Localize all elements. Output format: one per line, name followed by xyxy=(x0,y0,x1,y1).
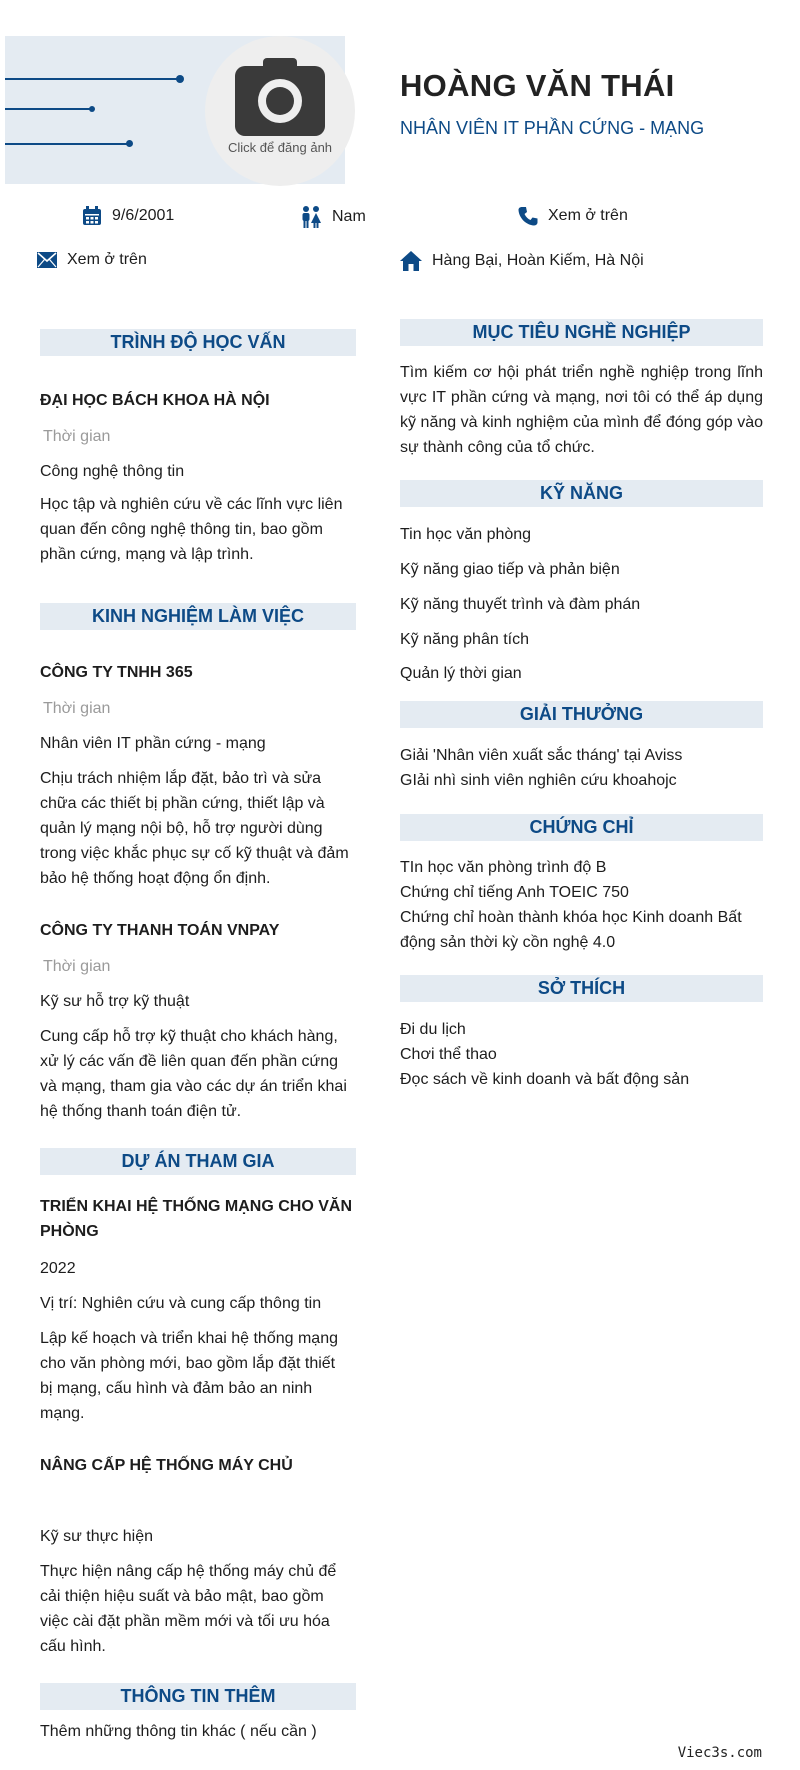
job-title: NHÂN VIÊN IT PHẦN CỨNG - MẠNG xyxy=(400,118,705,138)
experience-company: CÔNG TY TNHH 365 xyxy=(40,664,193,681)
skill-item: Kỹ năng phân tích xyxy=(400,631,529,648)
gender-info xyxy=(300,206,366,228)
address-info xyxy=(400,251,644,271)
skills-heading: KỸ NĂNG xyxy=(400,480,763,507)
experience-time: Thời gian xyxy=(43,958,111,975)
award-item: GIải nhì sinh viên nghiên cứu khoahojc xyxy=(400,772,677,789)
photo-upload-label[interactable]: Click để đăng ảnh xyxy=(227,140,333,155)
experience-description: Chịu trách nhiệm lắp đặt, bảo trì và sửa chữa các thiết bị phần cứng, thiết lập và quản lý mạng nội bộ, hỗ trợ người dùng trong việc khắc phục sự cố kỹ thuật và đảm bảo hệ thống hoạt động ổn định. xyxy=(40,770,349,887)
objective-heading: MỤC TIÊU NGHỀ NGHIỆP xyxy=(400,319,763,346)
hobbies-heading: SỞ THÍCH xyxy=(400,975,763,1002)
email-info xyxy=(37,251,147,269)
experience-role: Nhân viên IT phần cứng - mạng xyxy=(40,735,266,752)
decor-dot xyxy=(89,106,95,112)
extra-info-heading: THÔNG TIN THÊM xyxy=(40,1683,356,1710)
decor-line xyxy=(5,108,93,110)
project-name: NÂNG CẤP HỆ THỐNG MÁY CHỦ xyxy=(40,1457,293,1474)
skill-item: Kỹ năng thuyết trình và đàm phán xyxy=(400,596,641,613)
education-heading: TRÌNH ĐỘ HỌC VẤN xyxy=(40,329,356,356)
education-major: Công nghệ thông tin xyxy=(40,463,185,480)
experience-company: CÔNG TY THANH TOÁN VNPAY xyxy=(40,922,280,939)
projects-heading: DỰ ÁN THAM GIA xyxy=(40,1148,356,1175)
phone-value: Xem ở trên xyxy=(548,207,628,224)
phone-info xyxy=(518,206,628,226)
gender-icon xyxy=(300,206,322,228)
envelope-icon xyxy=(37,252,57,268)
hobby-item: Đi du lịch xyxy=(400,1021,466,1038)
skill-item: Kỹ năng giao tiếp và phản biện xyxy=(400,561,620,578)
hobby-item: Chơi thể thao xyxy=(400,1046,497,1063)
certificate-item: Chứng chỉ tiếng Anh TOEIC 750 xyxy=(400,884,629,901)
site-watermark: Viec3s.com xyxy=(677,1745,762,1761)
award-item: Giải 'Nhân viên xuất sắc tháng' tại Aviss xyxy=(400,747,683,764)
certificates-heading: CHỨNG CHỈ xyxy=(400,814,763,841)
awards-heading: GIẢI THƯỞNG xyxy=(400,701,763,728)
certificate-item: Chứng chỉ hoàn thành khóa học Kinh doanh Bất động sản thời kỳ cồn nghệ 4.0 xyxy=(400,909,742,951)
calendar-icon xyxy=(82,206,102,226)
experience-role: Kỹ sư hỗ trợ kỹ thuật xyxy=(40,993,190,1010)
home-icon xyxy=(400,251,422,271)
email-value: Xem ở trên xyxy=(67,251,147,268)
skill-item: Tin học văn phòng xyxy=(400,526,532,543)
hobby-item: Đọc sách về kinh doanh và bất động sản xyxy=(400,1071,690,1088)
project-time: 2022 xyxy=(40,1260,76,1277)
project-role: Vị trí: Nghiên cứu và cung cấp thông tin xyxy=(40,1295,322,1312)
address-value: Hàng Bại, Hoàn Kiếm, Hà Nội xyxy=(432,252,644,269)
education-school: ĐẠI HỌC BÁCH KHOA HÀ NỘI xyxy=(40,392,270,409)
skill-item: Quản lý thời gian xyxy=(400,665,522,682)
phone-icon xyxy=(518,206,538,226)
decor-line xyxy=(5,78,180,80)
certificate-item: TIn học văn phòng trình độ B xyxy=(400,859,607,876)
project-description: Thực hiện nâng cấp hệ thống máy chủ để cải thiện hiệu suất và bảo mật, bao gồm việc cài đặt phần mềm mới và tối ưu hóa cấu hình. xyxy=(40,1563,337,1655)
candidate-name: HOÀNG VĂN THÁI xyxy=(400,68,675,103)
project-name: TRIỂN KHAI HỆ THỐNG MẠNG CHO VĂN PHÒNG xyxy=(40,1198,352,1240)
education-description: Học tập và nghiên cứu về các lĩnh vực liên quan đến công nghệ thông tin, bao gồm phần cứng, mạng và lập trình. xyxy=(40,496,343,563)
objective-text: Tìm kiếm cơ hội phát triển nghề nghiệp trong lĩnh vực IT phần cứng và mạng, nơi tôi có thể áp dụng kỹ năng và kinh nghiệm của mình để đóng góp vào sự thành công của tổ chức. xyxy=(400,364,763,456)
decor-dot xyxy=(176,75,184,83)
birthday-value: 9/6/2001 xyxy=(112,207,175,224)
extra-info-text: Thêm những thông tin khác ( nếu cần ) xyxy=(40,1723,317,1740)
experience-heading: KINH NGHIỆM LÀM VIỆC xyxy=(40,603,356,630)
experience-time: Thời gian xyxy=(43,700,111,717)
camera-icon[interactable] xyxy=(235,58,325,136)
birthday-info xyxy=(82,206,174,226)
decor-dot xyxy=(126,140,133,147)
decor-line xyxy=(5,143,130,145)
gender-value: Nam xyxy=(332,208,366,225)
education-time: Thời gian xyxy=(43,428,111,445)
experience-description: Cung cấp hỗ trợ kỹ thuật cho khách hàng, xử lý các vấn đề liên quan đến phần cứng và mạng, tham gia vào các dự án triển khai hệ thống thanh toán điện tử. xyxy=(40,1028,347,1120)
project-role: Kỹ sư thực hiện xyxy=(40,1528,154,1545)
project-description: Lập kế hoạch và triển khai hệ thống mạng cho văn phòng mới, bao gồm lắp đặt thiết bị mạng, cấu hình và đảm bảo an ninh mạng. xyxy=(40,1330,338,1422)
